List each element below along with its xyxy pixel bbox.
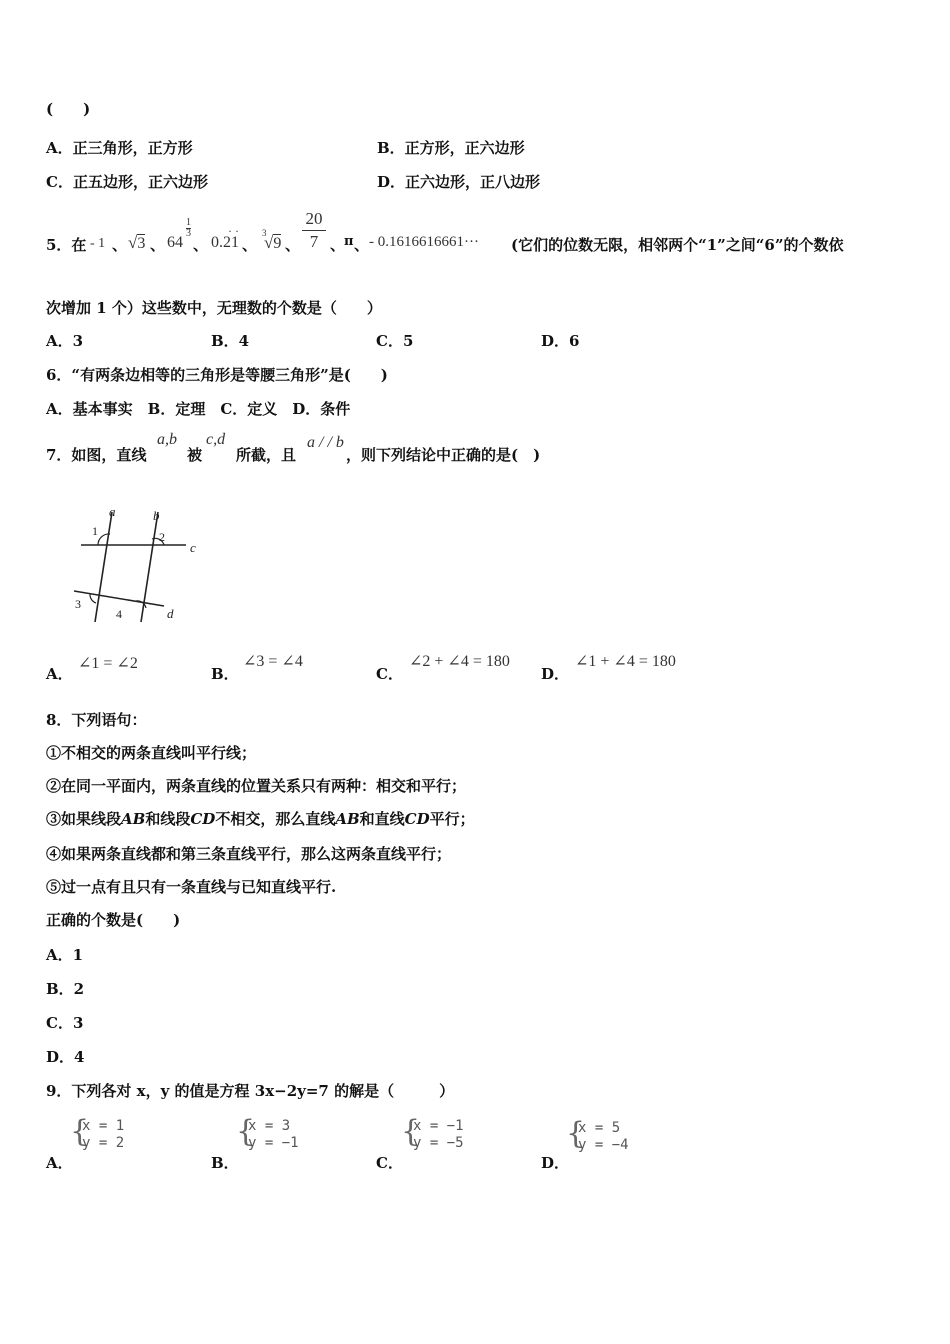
q7-parallel: a / / b (307, 434, 344, 451)
q7-option-a[interactable]: ∠1 = ∠2 (78, 655, 138, 672)
q5-sep: 、 (193, 236, 209, 254)
q7-option-d-letter[interactable]: D． (541, 665, 570, 683)
label-a: a (109, 504, 116, 519)
q9-option-a-letter[interactable]: A． (46, 1154, 73, 1172)
q8-option-c[interactable]: C．3 (46, 1014, 84, 1032)
q5-option-c[interactable]: C．5 (376, 332, 414, 350)
q8-ask: 正确的个数是( ) (46, 911, 181, 929)
q5-line2: 次增加 1 个）这些数中，无理数的个数是（ ） (46, 299, 382, 317)
line-b (141, 512, 158, 622)
q5-fraction: 20 7 (302, 208, 326, 253)
q9-option-a-system[interactable]: x = 1 y = 2 (82, 1118, 125, 1151)
label-3: 3 (75, 597, 81, 611)
q5-pi: π (344, 234, 354, 249)
q5-long-decimal: - 0.1616616661··· (369, 234, 479, 250)
q7-stem-part4: ，则下列结论中正确的是( ) (346, 446, 541, 464)
q5-sep: 、 (354, 236, 370, 254)
q9-option-a-brace: { (70, 1114, 90, 1149)
q5-sqrt3: √3 (128, 233, 146, 252)
q9-option-c-letter[interactable]: C． (376, 1154, 403, 1172)
label-1: 1 (92, 524, 98, 538)
q5-sep: 、 (150, 236, 166, 254)
q5-sep: 、 (330, 236, 346, 254)
q9-option-b-system[interactable]: x = 3 y = −1 (248, 1118, 299, 1151)
q5-sep: 、 (112, 236, 128, 254)
q5-option-a[interactable]: A．3 (46, 332, 84, 350)
q5-option-b[interactable]: B．4 (211, 332, 250, 350)
q5-decimal: 0.21 (211, 234, 239, 251)
q7-stem-part3: 所截，且 (236, 446, 297, 464)
q9-option-d-letter[interactable]: D． (541, 1154, 570, 1172)
q7-option-b[interactable]: ∠3 = ∠4 (243, 653, 303, 670)
q9-option-c-brace: { (401, 1114, 421, 1149)
label-2: 2 (159, 530, 165, 544)
q5-power: 64 (167, 234, 183, 251)
q5-sep: 、 (285, 236, 301, 254)
line-d (74, 591, 164, 606)
q5-option-d[interactable]: D．6 (541, 332, 580, 350)
q7-figure (66, 500, 216, 630)
q5-cbrt: √9 (264, 233, 282, 252)
q9-option-d-brace: { (566, 1116, 586, 1151)
q9-option-b-letter[interactable]: B． (211, 1154, 239, 1172)
q8-statement-5: ⑤过一点有且只有一条直线与已知直线平行. (46, 878, 337, 896)
q9-option-d-system[interactable]: x = 5 y = −4 (578, 1120, 629, 1153)
q7-option-d[interactable]: ∠1 + ∠4 = 180 (575, 653, 676, 670)
q6-stem: 6．“有两条边相等的三角形是等腰三角形”是( ) (46, 366, 388, 384)
q4-option-b[interactable]: B．正方形，正六边形 (377, 139, 525, 157)
q9-stem: 9．下列各对 x，y 的值是方程 3x−2y=7 的解是（ ） (46, 1082, 455, 1100)
q7-lines-cd: c,d (206, 431, 226, 448)
q7-option-c-letter[interactable]: C． (376, 665, 403, 683)
q8-option-b[interactable]: B．2 (46, 980, 85, 998)
q4-paren: ( ) (46, 100, 91, 118)
q5-lead: 5．在 (46, 236, 87, 254)
label-4: 4 (116, 607, 122, 621)
q8-option-a[interactable]: A．1 (46, 946, 84, 964)
q7-option-c[interactable]: ∠2 + ∠4 = 180 (409, 653, 510, 670)
q4-option-d[interactable]: D．正六边形，正八边形 (377, 173, 541, 191)
q7-option-a-letter[interactable]: A． (46, 665, 73, 683)
q6-options[interactable]: A．基本事实 B．定理 C．定义 D．条件 (46, 400, 351, 418)
q4-option-c[interactable]: C．正五边形，正六边形 (46, 173, 208, 191)
label-c: c (190, 540, 196, 555)
q5-neg-one: - 1 (90, 236, 106, 251)
q8-statement-3: ③如果线段AB和线段CD不相交，那么直线AB和直线CD平行； (46, 810, 475, 828)
q8-statement-4: ④如果两条直线都和第三条直线平行，那么这两条直线平行； (46, 845, 452, 863)
q5-repeat-dots: · · (228, 224, 239, 238)
q7-stem-part2: 被 (187, 446, 203, 464)
q9-option-b-brace: { (236, 1114, 256, 1149)
label-d: d (167, 606, 174, 621)
label-b: b (153, 508, 160, 523)
q5-tail: (它们的位数无限，相邻两个“1”之间“6”的个数依 (511, 236, 844, 254)
q7-stem-part1: 7．如图，直线 (46, 446, 147, 464)
q7-option-b-letter[interactable]: B． (211, 665, 239, 683)
q8-statement-1: ①不相交的两条直线叫平行线； (46, 744, 257, 762)
q8-statement-2: ②在同一平面内，两条直线的位置关系只有两种：相交和平行； (46, 777, 467, 795)
q4-option-a[interactable]: A．正三角形，正方形 (46, 139, 193, 157)
q7-lines-ab: a,b (157, 431, 177, 448)
q5-cbrt-index: 3 (262, 228, 267, 238)
q8-stem: 8．下列语句： (46, 711, 147, 729)
q8-option-d[interactable]: D．4 (46, 1048, 85, 1066)
angle-3-arc (90, 594, 96, 603)
q9-option-c-system[interactable]: x = −1 y = −5 (413, 1118, 464, 1151)
q5-power-exponent: 1 3 (186, 217, 191, 239)
q5-sep: 、 (242, 236, 258, 254)
